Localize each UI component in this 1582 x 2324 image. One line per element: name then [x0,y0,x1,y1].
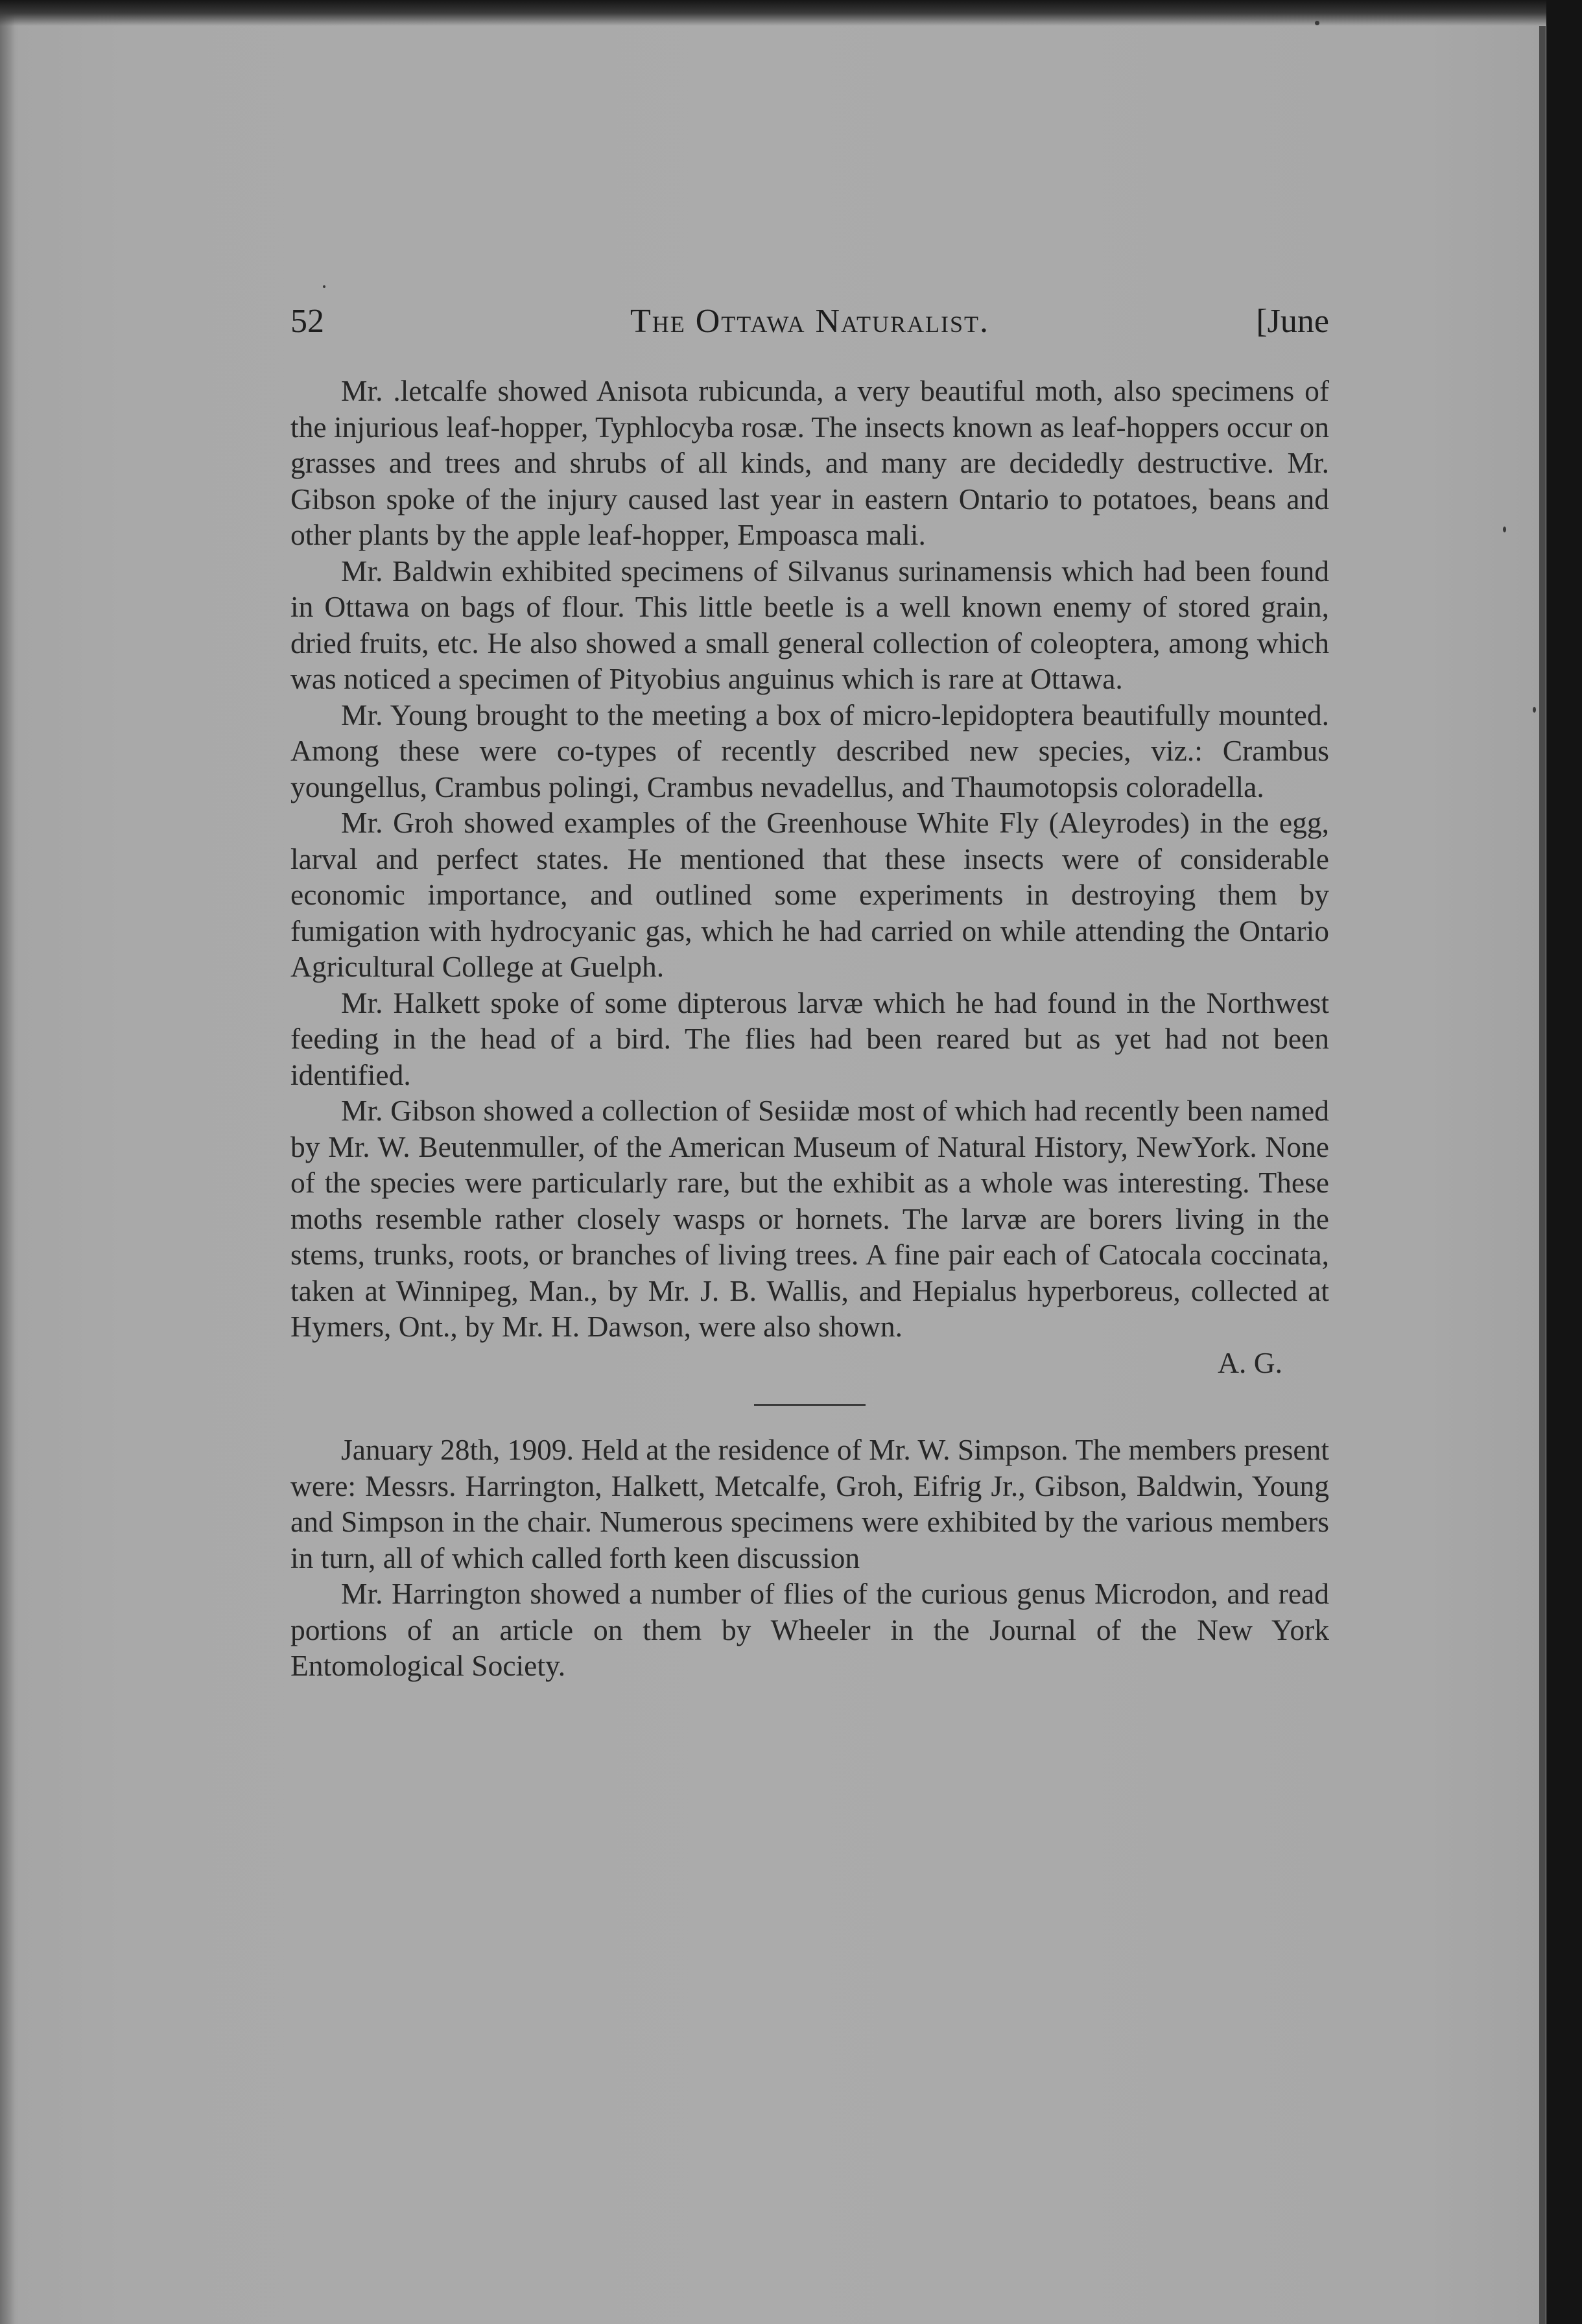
scan-speck [1315,21,1319,25]
paragraph-meeting-jan-28: January 28th, 1909. Held at the residence of Mr. W. Simpson. The members present were: Messrs. Harrington, Halkett, Metcalfe, Groh, Eifrig Jr., Gibson, Baldwin, Young and Simpson in the chair. Numerous specimens were exhibited by the various members in turn, all of which called forth keen discussion [290,1433,1329,1574]
author-signature: A. G. [1218,1346,1282,1379]
paragraph-groh: Mr. Groh showed examples of the Greenhouse White Fly (Aleyrodes) in the egg, larval and perfect states. He mentioned that these insects were of considerable economic importance, and outlined some experiments in destroying them by fumigation with hydrocyanic gas, which he had carried on while attending the Ontario Agricultural College at Guelph. [290,806,1329,983]
journal-title: The Ottawa Naturalist. [630,303,990,340]
paragraph-baldwin: Mr. Baldwin exhibited specimens of Silvanus surinamensis which had been found in Ottawa on bags of flour. This little beetle is a well known enemy of stored grain, dried fruits, etc. He also showed a small general collection of coleoptera, among which was noticed a specimen of Pityobius anguinus which is rare at Ottawa. [290,554,1329,695]
running-header [290,297,1329,349]
issue-month: [June [1256,303,1329,340]
article-body [290,373,1329,1684]
page-number: 52 [290,303,324,340]
paragraph-halkett: Mr. Halkett spoke of some dipterous larvæ which he had found in the Northwest feeding in the head of a bird. The flies had been reared but as yet had not been identified. [290,986,1329,1091]
paragraph-metcalfe: Mr. .letcalfe showed Anisota rubicunda, a very beautiful moth, also specimens of the injurious leaf-hopper, Typhlocyba rosæ. The insects known as leaf-hoppers occur on grasses and trees and shrubs of all kinds, and many are decidedly destructive. Mr. Gibson spoke of the injury caused last year in eastern Ontario to potatoes, beans and other plants by the apple leaf-hopper, Empoasca mali. [290,374,1329,551]
gutter-shadow [1539,26,1546,2324]
paragraph-harrington: Mr. Harrington showed a number of flies of the curious genus Microdon, and read portions of an article on them by Wheeler in the Journal of the New York Entomological Society. [290,1577,1329,1682]
page-left-edge [0,0,14,2324]
scan-speck [1503,527,1506,532]
scan-speck [1533,707,1536,713]
right-binding-edge [1546,0,1582,2324]
scan-speck [323,285,325,288]
paragraph-young: Mr. Young brought to the meeting a box of micro-lepidoptera beautifully mounted. Among these were co-types of recently described new species, viz.: Crambus youngellus, Crambus polingi, Crambus nevadellus, and Thaumotopsis coloradella. [290,698,1329,803]
paragraph-gibson: Mr. Gibson showed a collection of Sesiidæ most of which had recently been named by Mr. W. Beutenmuller, of the American Museum of Natural History, NewYork. None of the species were particularly rare, but the exhibit as a whole was interesting. These moths resemble rather closely wasps or hornets. The larvæ are borers living in the stems, trunks, roots, or branches of living trees. A fine pair each of Catocala coccinata, taken at Winnipeg, Man., by Mr. J. B. Wallis, and Hepialus hyperboreus, collected at Hymers, Ont., by Mr. H. Dawson, were also shown. [290,1094,1329,1343]
section-divider [754,1404,866,1406]
